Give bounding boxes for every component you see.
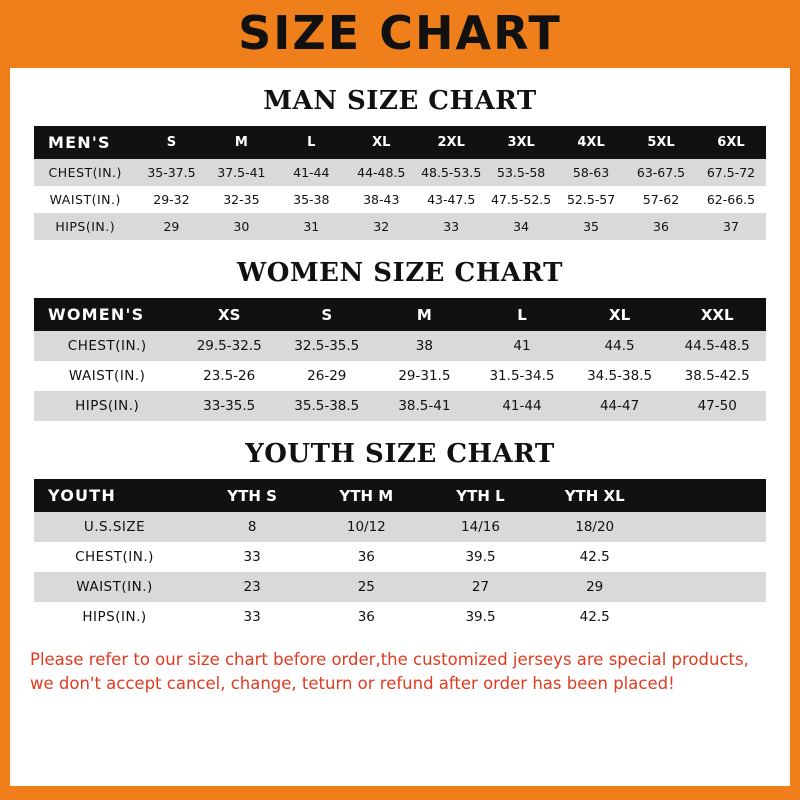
men-table-body — [34, 159, 766, 240]
youth-cell-3-spacer — [652, 602, 766, 632]
table-row — [34, 391, 766, 421]
women-col-5: XXL — [700, 305, 734, 324]
men-cell-0-6: 58-63 — [572, 165, 610, 180]
header-band — [0, 0, 800, 68]
women-col-0: XS — [218, 305, 241, 324]
section-women — [10, 258, 790, 421]
men-cell-2-4: 33 — [443, 219, 460, 234]
men-col-3: XL — [372, 135, 391, 150]
men-row-2-label: HIPS(IN.) — [55, 219, 116, 234]
women-col-4: XL — [609, 305, 631, 324]
women-table-body — [34, 331, 766, 421]
section-title-men: MAN SIZE CHART — [263, 86, 537, 116]
women-row-0-label: CHEST(IN.) — [67, 338, 147, 354]
women-cell-1-2: 29-31.5 — [398, 368, 451, 384]
men-cell-1-8: 62-66.5 — [706, 192, 756, 207]
men-cell-0-2: 41-44 — [293, 165, 330, 180]
section-title-youth: YOUTH SIZE CHART — [245, 439, 555, 469]
women-cell-1-5: 38.5-42.5 — [684, 368, 750, 384]
youth-cell-2-3: 29 — [586, 579, 604, 595]
men-cell-2-3: 32 — [373, 219, 390, 234]
men-col-4: 2XL — [437, 135, 465, 150]
table-row — [34, 572, 766, 602]
men-cell-0-3: 44-48.5 — [357, 165, 406, 180]
table-header-row — [34, 298, 766, 331]
men-cell-2-1: 30 — [233, 219, 250, 234]
table-row — [34, 213, 766, 240]
men-cell-2-7: 36 — [653, 219, 669, 234]
youth-col-2: YTH L — [456, 486, 505, 505]
men-cell-2-8: 37 — [723, 219, 739, 234]
women-cell-0-0: 29.5-32.5 — [196, 338, 262, 354]
men-header-label: MEN'S — [48, 133, 111, 152]
bottom-band — [0, 786, 800, 800]
women-cell-0-3: 41 — [513, 338, 531, 354]
women-cell-0-1: 32.5-35.5 — [294, 338, 360, 354]
youth-cell-3-3: 42.5 — [579, 609, 610, 625]
women-col-3: L — [517, 305, 527, 324]
table-row — [34, 602, 766, 632]
women-cell-1-0: 23.5-26 — [203, 368, 256, 384]
youth-cell-0-0: 8 — [247, 519, 257, 535]
men-cell-0-5: 53.5-58 — [497, 165, 546, 180]
youth-col-spacer — [652, 479, 766, 512]
youth-cell-3-0: 33 — [243, 609, 261, 625]
footer-note-line-1: Please refer to our size chart before order,the customized jerseys are special products, — [30, 650, 749, 669]
women-table-head — [34, 298, 766, 331]
men-cell-1-1: 32-35 — [223, 192, 260, 207]
women-cell-2-4: 44-47 — [599, 398, 640, 414]
men-col-7: 5XL — [647, 135, 675, 150]
men-table-head — [34, 126, 766, 159]
women-cell-2-0: 33-35.5 — [203, 398, 256, 414]
table-header-row — [34, 479, 766, 512]
youth-table-body — [34, 512, 766, 632]
men-cell-0-8: 67.5-72 — [706, 165, 756, 180]
youth-cell-0-spacer — [652, 512, 766, 542]
youth-row-0-label: U.S.SIZE — [83, 519, 146, 535]
youth-cell-1-3: 42.5 — [579, 549, 610, 565]
footer-note-line-2: we don't accept cancel, change, teturn or refund after order has been placed! — [30, 673, 675, 693]
youth-cell-2-0: 23 — [243, 579, 261, 595]
table-row — [34, 542, 766, 572]
women-cell-1-1: 26-29 — [307, 368, 347, 384]
men-row-1-label: WAIST(IN.) — [49, 192, 121, 207]
youth-col-0: YTH S — [227, 486, 277, 505]
women-header-label: WOMEN'S — [48, 305, 145, 324]
youth-cell-2-1: 25 — [357, 579, 375, 595]
men-cell-0-7: 63-67.5 — [636, 165, 686, 180]
women-row-2-label: HIPS(IN.) — [75, 398, 140, 414]
men-col-0: S — [166, 135, 177, 150]
section-men — [10, 86, 790, 240]
table-row — [34, 186, 766, 213]
youth-size-table — [34, 479, 766, 632]
men-col-2: L — [307, 135, 316, 150]
women-cell-1-4: 34.5-38.5 — [587, 368, 653, 384]
youth-header-label: YOUTH — [48, 486, 116, 505]
men-cell-2-2: 31 — [303, 219, 320, 234]
youth-cell-1-spacer — [652, 542, 766, 572]
men-col-6: 4XL — [577, 135, 605, 150]
women-cell-2-2: 38.5-41 — [398, 398, 451, 414]
men-cell-2-0: 29 — [163, 219, 180, 234]
men-cell-1-3: 38-43 — [363, 192, 400, 207]
youth-row-1-label: CHEST(IN.) — [75, 549, 154, 565]
section-title-women: WOMEN SIZE CHART — [237, 258, 563, 288]
women-cell-2-1: 35.5-38.5 — [294, 398, 360, 414]
youth-cell-2-spacer — [652, 572, 766, 602]
women-size-table — [34, 298, 766, 421]
women-cell-0-2: 38 — [415, 338, 433, 354]
table-row — [34, 159, 766, 186]
youth-col-1: YTH M — [339, 486, 394, 505]
women-col-1: S — [321, 305, 333, 324]
youth-cell-0-3: 18/20 — [575, 519, 615, 535]
table-header-row — [34, 126, 766, 159]
youth-cell-3-1: 36 — [357, 609, 375, 625]
women-row-1-label: WAIST(IN.) — [68, 368, 146, 384]
women-col-2: M — [416, 305, 432, 324]
men-cell-0-0: 35-37.5 — [147, 165, 196, 180]
youth-cell-0-2: 14/16 — [461, 519, 500, 535]
men-size-table — [34, 126, 766, 240]
women-cell-2-3: 41-44 — [502, 398, 542, 414]
youth-cell-1-1: 36 — [357, 549, 375, 565]
men-col-1: M — [234, 135, 248, 150]
men-col-5: 3XL — [507, 135, 535, 150]
men-cell-1-2: 35-38 — [293, 192, 330, 207]
table-row — [34, 361, 766, 391]
youth-row-2-label: WAIST(IN.) — [76, 579, 153, 595]
women-cell-2-5: 47-50 — [697, 398, 737, 414]
men-cell-0-1: 37.5-41 — [217, 165, 266, 180]
youth-cell-2-2: 27 — [471, 579, 490, 595]
men-cell-1-4: 43-47.5 — [427, 192, 476, 207]
men-cell-0-4: 48.5-53.5 — [421, 165, 482, 180]
women-cell-1-3: 31.5-34.5 — [489, 368, 555, 384]
men-row-0-label: CHEST(IN.) — [48, 165, 122, 180]
table-row — [34, 512, 766, 542]
section-youth — [10, 439, 790, 632]
youth-cell-1-2: 39.5 — [465, 549, 496, 565]
men-cell-1-7: 57-62 — [642, 192, 680, 207]
women-cell-0-5: 44.5-48.5 — [684, 338, 750, 354]
youth-col-3: YTH XL — [564, 486, 625, 505]
men-cell-1-0: 29-32 — [153, 192, 190, 207]
youth-cell-3-2: 39.5 — [465, 609, 496, 625]
men-cell-2-6: 35 — [583, 219, 600, 234]
youth-table-head — [34, 479, 766, 512]
men-cell-1-5: 47.5-52.5 — [491, 192, 552, 207]
youth-row-3-label: HIPS(IN.) — [82, 609, 147, 625]
men-cell-1-6: 52.5-57 — [566, 192, 616, 207]
men-col-8: 6XL — [717, 135, 745, 150]
youth-cell-1-0: 33 — [243, 549, 261, 565]
table-row — [34, 331, 766, 361]
footer-note — [30, 648, 770, 696]
men-cell-2-5: 34 — [513, 219, 530, 234]
women-cell-0-4: 44.5 — [604, 338, 635, 354]
page-title: SIZE CHART — [238, 6, 562, 60]
youth-cell-0-1: 10/12 — [346, 519, 386, 535]
